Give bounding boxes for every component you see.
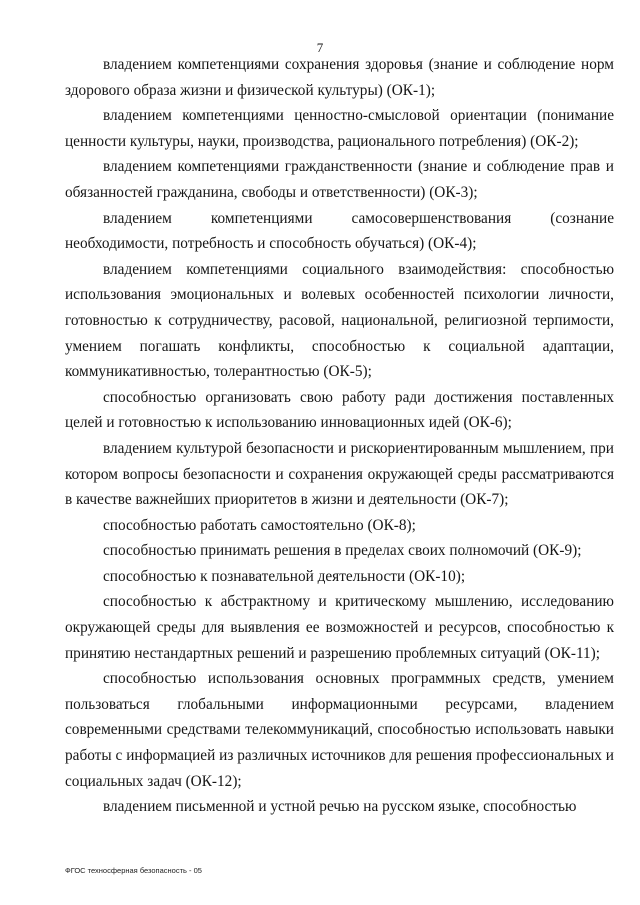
competency-ok-1: владением компетенциями сохранения здоровья (знание и соблюдение норм здорового образа жизни и физической культуры) (ОК-1); <box>65 56 614 99</box>
competency-ok-11: способностью к абстрактному и критическому мышлению, исследованию окружающей среды для выявления ее возможностей и ресурсов, способностью к принятию нестандартных решений и разрешению проблемных ситуаций (ОК-11); <box>65 593 614 662</box>
competency-list <box>65 52 614 820</box>
page-number: 7 <box>316 40 324 55</box>
competency-ok-2: владением компетенциями ценностно-смысловой ориентации (понимание ценности культуры, науки, производства, рационального потребления) (ОК-2); <box>65 107 614 150</box>
competency-ok-7: владением культурой безопасности и рискориентированным мышлением, при котором вопросы безопасности и сохранения окружающей среды рассматриваются в качестве важнейших приоритетов в жизни и деятельности (ОК-7); <box>65 439 614 509</box>
competency-ok-12: способностью использования основных программных средств, умением пользоваться глобальными информационными ресурсами, владением современными средствами телекоммуникаций, способностью использовать навыки работы с информацией из различных источников для решения профессиональных и социальных задач (ОК-12); <box>65 670 614 790</box>
competency-ok-6: способностью организовать свою работу ради достижения поставленных целей и готовностью к использованию инновационных идей (ОК-6); <box>65 388 614 432</box>
competency-ok-8: способностью работать самостоятельно (ОК-8); <box>103 516 416 534</box>
competency-ok-3: владением компетенциями гражданственности (знание и соблюдение прав и обязанностей гражданина, свободы и ответственности) (ОК-3); <box>65 158 614 201</box>
competency-continued: владением письменной и устной речью на русском языке, способностью <box>103 798 577 816</box>
page-footer: ФГОС техносферная безопасность - 05 <box>65 866 202 875</box>
competency-ok-10: способностью к познавательной деятельности (ОК-10); <box>103 567 466 585</box>
competency-ok-5: владением компетенциями социального взаимодействия: способностью использования эмоциональных и волевых особенностей психологии личности, готовностью к сотрудничеству, расовой, национальной, религиозной терпимости, умением погашать конфликты, способностью к социальной адаптации, коммуникативностью, толерантностью (ОК-5); <box>65 260 614 381</box>
competency-ok-9: способностью принимать решения в пределах своих полномочий (ОК-9); <box>103 542 582 560</box>
competency-ok-4: владением компетенциями самосовершенствования (сознание необходимости, потребность и способность обучаться) (ОК-4); <box>65 209 614 253</box>
